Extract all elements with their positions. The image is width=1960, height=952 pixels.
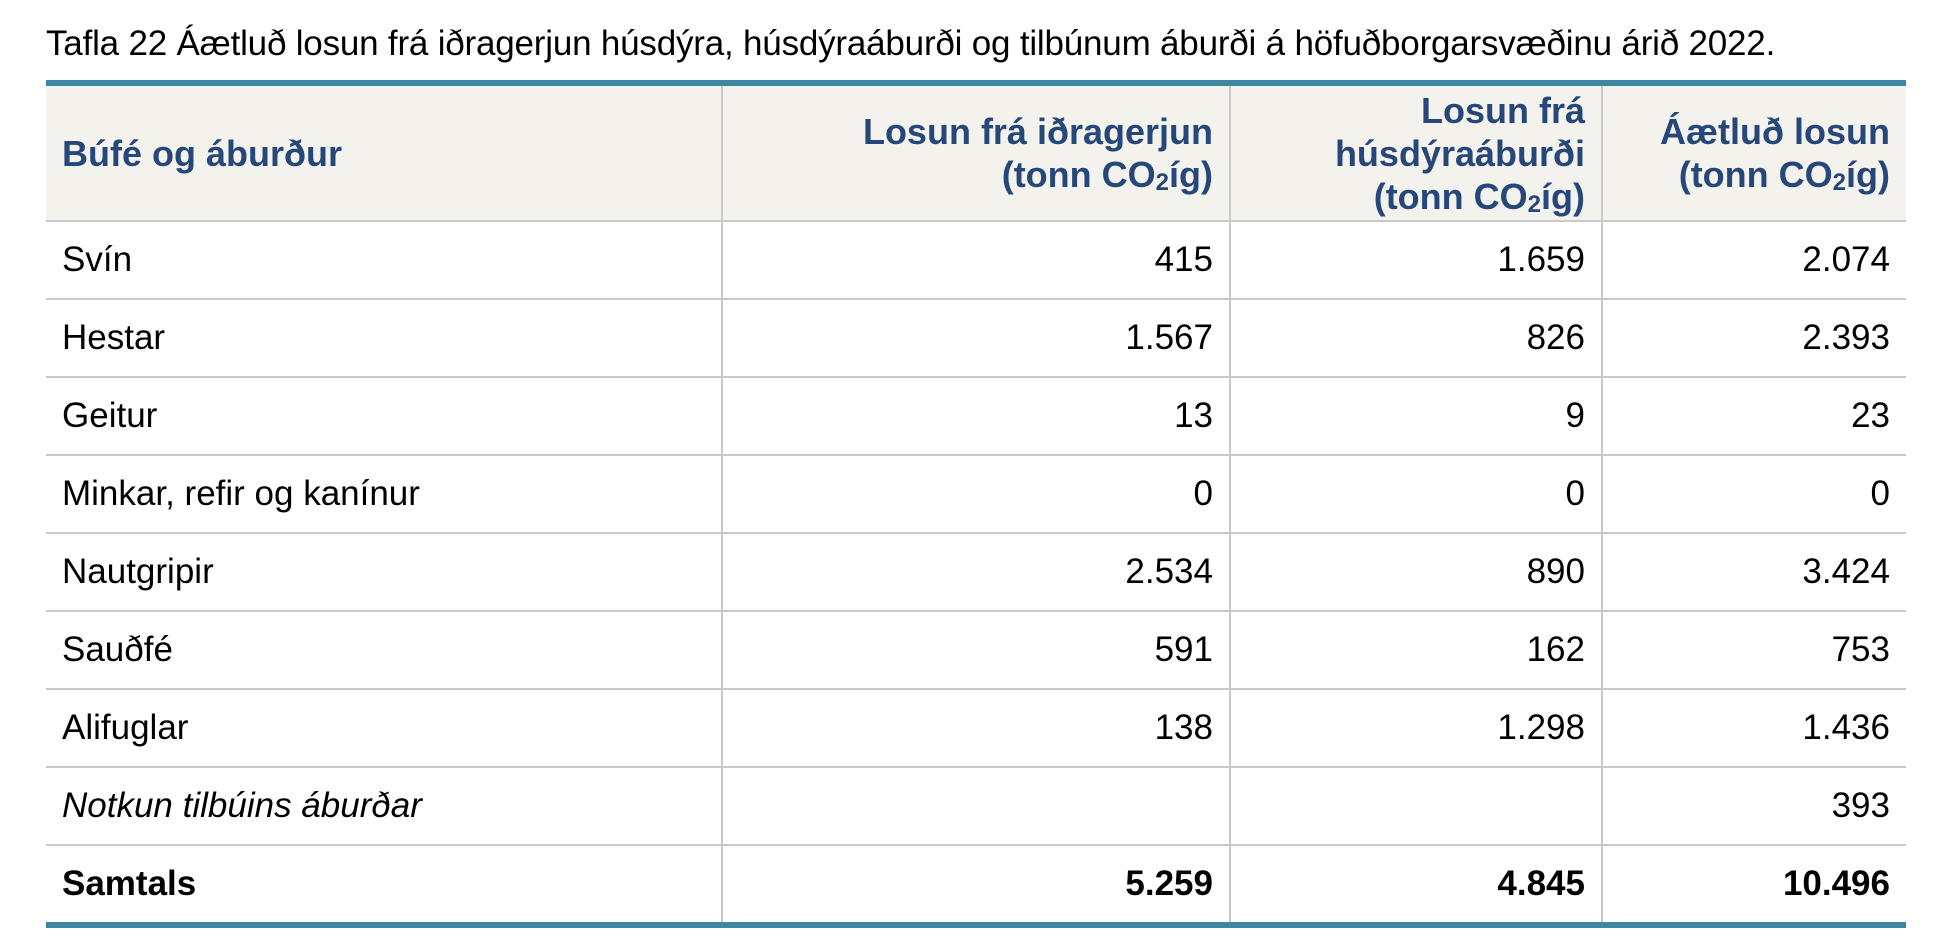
header-col2-unit-post: íg) [1541,175,1585,217]
cell-total: 3.424 [1602,533,1906,611]
totals-label: Samtals [46,845,722,925]
cell-manure: 9 [1230,377,1602,455]
row-label: Hestar [46,299,722,377]
header-col3-subscript: 2 [1832,169,1847,196]
row-label: Alifuglar [46,689,722,767]
header-row [46,83,1906,221]
cell-enteric: 1.567 [722,299,1230,377]
table-row [46,767,1906,845]
cell-manure: 0 [1230,455,1602,533]
header-col1-subscript: 2 [1155,169,1170,196]
cell-total: 1.436 [1602,689,1906,767]
table-body [46,221,1906,925]
totals-row [46,845,1906,925]
cell-manure: 1.298 [1230,689,1602,767]
header-col1-unit-pre: (tonn CO [1001,154,1156,195]
totals-manure: 4.845 [1230,845,1602,925]
cell-manure: 890 [1230,533,1602,611]
header-enteric-emissions [722,83,1230,221]
header-col2-subscript: 2 [1527,190,1542,218]
table-row [46,455,1906,533]
table-row [46,377,1906,455]
header-col0-label: Búfé og áburður [62,132,342,174]
header-col2-unit-pre: (tonn CO [1373,175,1528,217]
table-row [46,299,1906,377]
header-col3-unit-post: íg) [1846,154,1890,195]
cell-manure: 162 [1230,611,1602,689]
header-col1-line1: Losun frá iðragerjun [862,111,1213,152]
cell-enteric [722,767,1230,845]
cell-enteric: 415 [722,221,1230,299]
table-row [46,611,1906,689]
cell-enteric: 13 [722,377,1230,455]
cell-enteric: 591 [722,611,1230,689]
header-col1-unit-post: íg) [1169,154,1213,195]
cell-total: 753 [1602,611,1906,689]
cell-manure [1230,767,1602,845]
header-col3-unit-pre: (tonn CO [1678,154,1833,195]
table-row [46,689,1906,767]
table-header [46,83,1906,221]
cell-total: 2.393 [1602,299,1906,377]
header-livestock-and-fertilizer [46,83,722,221]
cell-enteric: 0 [722,455,1230,533]
totals-total: 10.496 [1602,845,1906,925]
cell-manure: 826 [1230,299,1602,377]
totals-enteric: 5.259 [722,845,1230,925]
row-label: Nautgripir [46,533,722,611]
cell-total: 23 [1602,377,1906,455]
row-label: Notkun tilbúins áburðar [46,767,722,845]
header-col3-line1: Áætluð losun [1660,111,1890,152]
row-label: Svín [46,221,722,299]
emissions-table [46,80,1906,928]
header-manure-emissions [1230,83,1602,221]
row-label: Minkar, refir og kanínur [46,455,722,533]
row-label: Sauðfé [46,611,722,689]
cell-total: 393 [1602,767,1906,845]
header-col2-line1: Losun frá [1420,89,1585,131]
cell-total: 2.074 [1602,221,1906,299]
cell-enteric: 138 [722,689,1230,767]
table-caption: Tafla 22 Áætluð losun frá iðragerjun húsdýra, húsdýraáburði og tilbúnum áburði á höfuðborgarsvæðinu árið 2022. [46,24,1776,63]
header-col2-line2: húsdýraáburði [1334,132,1585,174]
cell-manure: 1.659 [1230,221,1602,299]
cell-total: 0 [1602,455,1906,533]
cell-enteric: 2.534 [722,533,1230,611]
table-row [46,221,1906,299]
table-row [46,533,1906,611]
header-estimated-emissions [1602,83,1906,221]
row-label: Geitur [46,377,722,455]
